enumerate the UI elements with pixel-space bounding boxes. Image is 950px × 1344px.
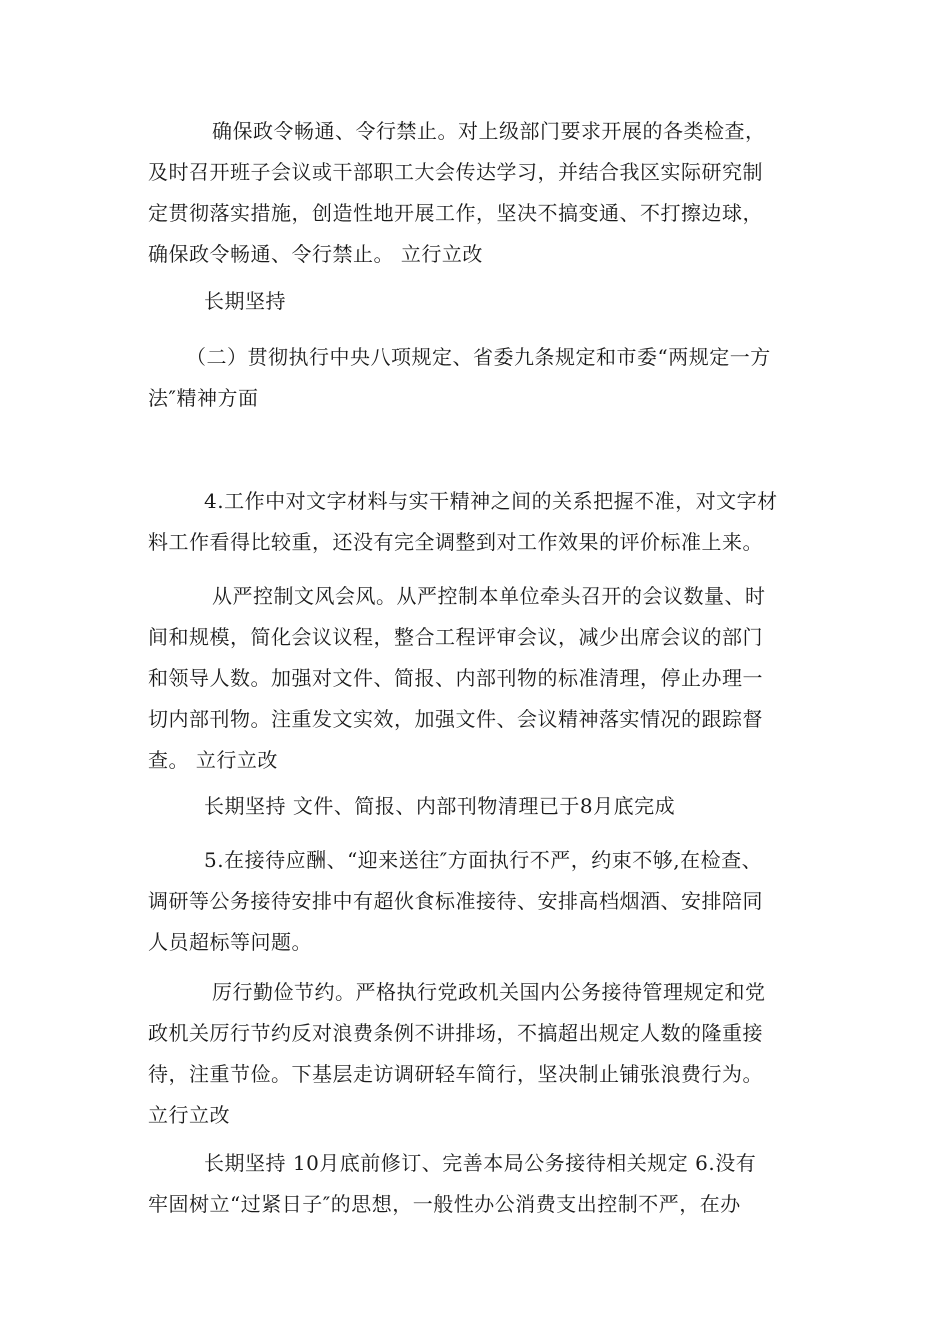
text-line: 待，注重节俭。下基层走访调研轻车简行，坚决制止铺张浪费行为。	[148, 1062, 763, 1086]
text-line: 查。 立行立改	[148, 748, 278, 772]
text-line: 人员超标等问题。	[148, 930, 312, 954]
text-line: 和领导人数。加强对文件、简报、内部刊物的标准清理，停止办理一	[148, 666, 763, 690]
paragraph-long-term-3	[148, 1143, 808, 1225]
text-line: 间和规模，简化会议议程，整合工程评审会议，减少出席会议的部门	[148, 625, 763, 649]
paragraph-policy-compliance	[148, 111, 808, 275]
text-line: 长期坚持	[204, 289, 286, 313]
text-line: 牢固树立“过紧日子″的思想，一般性办公消费支出控制不严，在办	[148, 1192, 741, 1216]
text-line: 定贯彻落实措施，创造性地开展工作，坚决不搞变通、不打擦边球，	[148, 201, 763, 225]
paragraph-long-term-1	[148, 281, 808, 322]
text-line: 确保政令畅通、令行禁止。对上级部门要求开展的各类检查，	[212, 119, 766, 143]
paragraph-thrift	[148, 972, 808, 1136]
paragraph-item-5	[148, 840, 808, 963]
text-line: 4.工作中对文字材料与实干精神之间的关系把握不准，对文字材	[204, 489, 778, 513]
text-line: 立行立改	[148, 1103, 230, 1127]
text-line: 法″精神方面	[148, 386, 259, 410]
text-line: 料工作看得比较重，还没有完全调整到对工作效果的评价标准上来。	[148, 530, 763, 554]
paragraph-meeting-control	[148, 576, 808, 781]
section-heading-two	[148, 337, 808, 419]
text-line: 长期坚持 文件、简报、内部刊物清理已于8月底完成	[204, 794, 676, 818]
text-line: 确保政令畅通、令行禁止。 立行立改	[148, 242, 483, 266]
text-line: 长期坚持 10月底前修订、完善本局公务接待相关规定 6.没有	[204, 1151, 757, 1175]
text-line: 调研等公务接待安排中有超伙食标准接待、安排高档烟酒、安排陪同	[148, 889, 763, 913]
text-line: 厉行勤俭节约。严格执行党政机关国内公务接待管理规定和党	[212, 980, 766, 1004]
text-line: 5.在接待应酬、“迎来送往″方面执行不严，约束不够,在检查、	[204, 848, 763, 872]
text-line: 切内部刊物。注重发文实效，加强文件、会议精神落实情况的跟踪督	[148, 707, 763, 731]
text-line: 及时召开班子会议或干部职工大会传达学习，并结合我区实际研究制	[148, 160, 763, 184]
text-line: （二）贯彻执行中央八项规定、省委九条规定和市委“两规定一方	[186, 345, 771, 369]
text-line: 政机关厉行节约反对浪费条例不讲排场，不搞超出规定人数的隆重接	[148, 1021, 763, 1045]
paragraph-item-4	[148, 481, 808, 563]
paragraph-long-term-2	[148, 786, 808, 827]
text-line: 从严控制文风会风。从严控制本单位牵头召开的会议数量、时	[212, 584, 766, 608]
